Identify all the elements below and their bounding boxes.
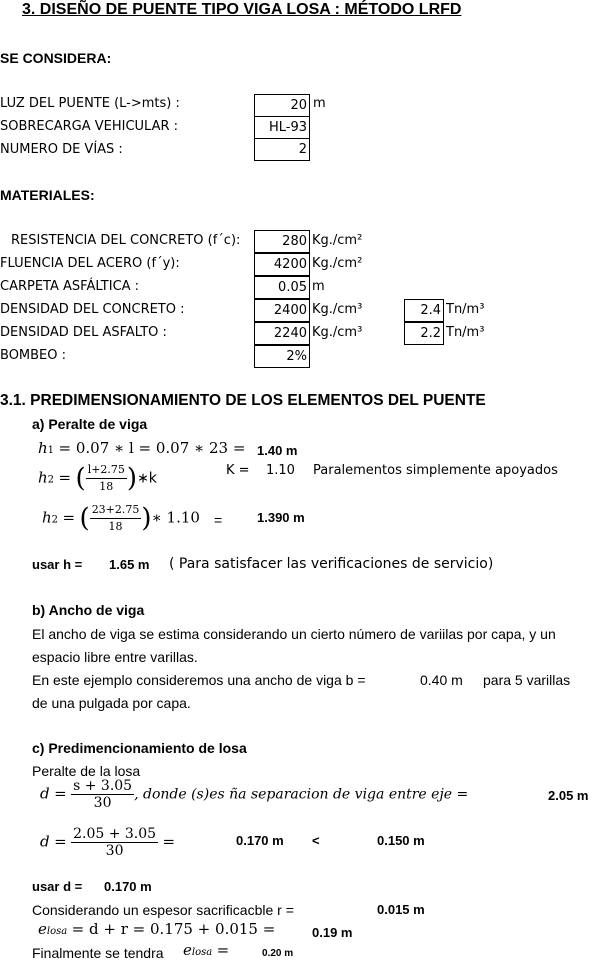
b-line1: El ancho de viga se estima considerando un cierto número de variilas por capa, y un: [32, 626, 556, 642]
final-formula: elosa =: [183, 941, 230, 959]
vias-value: 2: [254, 138, 310, 161]
espesor-value: 0.015 m: [377, 902, 425, 917]
sobrecarga-value: HL-93: [254, 116, 310, 139]
fy-label: FLUENCIA DEL ACERO (f´y):: [0, 256, 180, 271]
usar-h-value: 1.65 m: [109, 557, 150, 572]
luz-value: 20: [254, 94, 310, 117]
peralte-viga-heading: a) Peralte de viga: [32, 416, 148, 432]
d2-cmp: <: [312, 833, 320, 848]
sobrecarga-label: SOBRECARGA VEHICULAR :: [0, 119, 179, 134]
fy-unit: Kg./cm²: [312, 256, 363, 271]
se-considera-heading: SE CONSIDERA:: [0, 50, 112, 66]
usar-d-value: 0.170 m: [104, 879, 152, 894]
k-label: K =: [226, 463, 250, 478]
elosa-formula: elosa = d + r = 0.175 + 0.015 =: [38, 920, 276, 938]
usar-h-note: ( Para satisfacer las verificaciones de servicio): [169, 556, 494, 572]
fc-unit: Kg./cm²: [312, 233, 363, 248]
final-value: 0.20 m: [262, 948, 294, 959]
b-line4: de una pulgada por capa.: [32, 695, 191, 711]
page-title: 3. DISEÑO DE PUENTE TIPO VIGA LOSA : MÉTODO LRFD: [22, 1, 462, 18]
k-note: Paralementos simplemente apoyados: [313, 463, 558, 478]
bombeo-label: BOMBEO :: [0, 348, 67, 363]
d2-min: 0.150 m: [377, 833, 425, 848]
dens-asf-tn-unit: Tn/m³: [446, 325, 485, 340]
dens-conc-tn: 2.4: [404, 299, 444, 322]
carpeta-value: 0.05: [254, 276, 310, 299]
fc-value: 280: [254, 230, 310, 253]
h2-formula: h2 = ( $\frac{l+2.75}{18}$ )∗k: [38, 463, 157, 494]
bombeo-value: 2%: [254, 345, 310, 368]
losa-heading: c) Predimencionamiento de losa: [32, 740, 247, 756]
b-line3: En este ejemplo consideremos una ancho de viga b =: [32, 672, 366, 688]
fc-label: RESISTENCIA DEL CONCRETO (f´c):: [11, 233, 241, 248]
h2-numeric-formula: h2 = ( $\frac{23+2.75}{18}$ )∗ 1.10: [42, 503, 200, 534]
luz-label: LUZ DEL PUENTE (L->mts) :: [0, 96, 180, 111]
h2b-eq: =: [214, 512, 223, 528]
b-value: 0.40 m: [420, 672, 463, 688]
dens-conc-label: DENSIDAD DEL CONCRETO :: [0, 302, 185, 317]
usar-h-label: usar h =: [32, 557, 83, 572]
d-s-value: 2.05 m: [548, 788, 589, 803]
ancho-viga-heading: b) Ancho de viga: [32, 602, 145, 618]
luz-unit: m: [313, 96, 326, 111]
carpeta-unit: m: [312, 279, 325, 294]
d2-result: 0.170 m: [236, 833, 284, 848]
fy-value: 4200: [254, 253, 310, 276]
dens-conc-unit: Kg./cm³: [312, 302, 363, 317]
espesor-label: Considerando un espesor sacrificacble r =: [32, 902, 294, 918]
dens-conc-tn-unit: Tn/m³: [446, 302, 485, 317]
d-formula: d = $\frac{s + 3.05}{30}$ , donde (s)es ña separacion de viga entre eje =: [40, 778, 469, 811]
dens-conc-value: 2400: [254, 299, 310, 322]
section-31-heading: 3.1. PREDIMENSIONAMIENTO DE LOS ELEMENTOS DEL PUENTE: [0, 392, 486, 409]
h2b-result: 1.390 m: [257, 510, 305, 525]
d-numeric-formula: d = $\frac{2.05 + 3.05}{30}$ =: [40, 826, 176, 859]
h1-formula: h1 = 0.07 ∗ l = 0.07 ∗ 23 =: [38, 439, 246, 457]
dens-asf-unit: Kg./cm³: [312, 325, 363, 340]
materiales-heading: MATERIALES:: [0, 187, 95, 203]
dens-asf-value: 2240: [254, 322, 310, 345]
final-label: Finalmente se tendra: [32, 945, 164, 961]
dens-asf-tn: 2.2: [404, 322, 444, 345]
carpeta-label: CARPETA ASFÁLTICA :: [0, 279, 140, 294]
k-value: 1.10: [266, 463, 295, 478]
h1-result: 1.40 m: [257, 443, 298, 458]
b-line2: espacio libre entre varillas.: [32, 649, 198, 665]
vias-label: NUMERO DE VÍAS :: [0, 142, 123, 157]
elosa-result: 0.19 m: [312, 925, 353, 940]
b-tail: para 5 varillas: [483, 672, 571, 688]
peralte-losa-label: Peralte de la losa: [32, 763, 141, 779]
dens-asf-label: DENSIDAD DEL ASFALTO :: [0, 325, 167, 340]
usar-d-label: usar d =: [32, 879, 83, 894]
